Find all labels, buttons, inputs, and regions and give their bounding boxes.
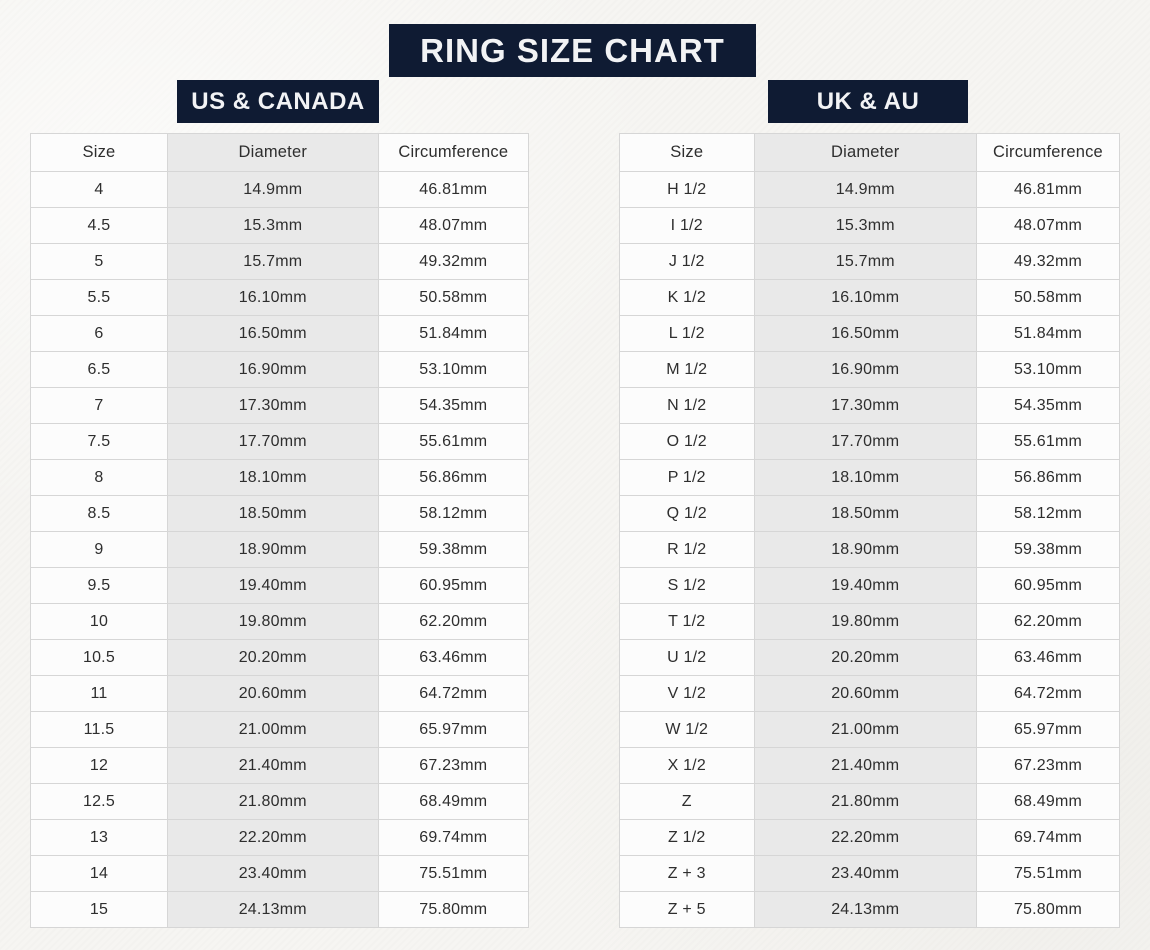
table-row (31, 676, 529, 712)
size-cell: Z (620, 784, 755, 820)
table-row (31, 316, 529, 352)
table-row (31, 244, 529, 280)
circumference-cell: 75.51mm (977, 856, 1120, 892)
table-row (620, 460, 1120, 496)
size-cell: 15 (31, 892, 168, 928)
circumference-cell: 50.58mm (977, 280, 1120, 316)
diameter-cell: 18.90mm (167, 532, 378, 568)
circumference-cell: 58.12mm (977, 496, 1120, 532)
size-cell: T 1/2 (620, 604, 755, 640)
size-cell: 9.5 (31, 568, 168, 604)
size-cell: 5.5 (31, 280, 168, 316)
circumference-cell: 54.35mm (977, 388, 1120, 424)
diameter-cell: 19.40mm (754, 568, 977, 604)
diameter-cell: 19.40mm (167, 568, 378, 604)
circumference-cell: 48.07mm (378, 208, 528, 244)
circumference-cell: 62.20mm (977, 604, 1120, 640)
size-cell: O 1/2 (620, 424, 755, 460)
size-cell: R 1/2 (620, 532, 755, 568)
size-cell: X 1/2 (620, 748, 755, 784)
diameter-cell: 17.30mm (167, 388, 378, 424)
us-canada-header-banner (177, 80, 379, 123)
circumference-cell: 51.84mm (977, 316, 1120, 352)
diameter-column-header: Diameter (754, 134, 977, 172)
size-cell: 6.5 (31, 352, 168, 388)
size-cell: N 1/2 (620, 388, 755, 424)
circumference-cell: 69.74mm (977, 820, 1120, 856)
size-cell: 6 (31, 316, 168, 352)
diameter-cell: 20.60mm (754, 676, 977, 712)
diameter-cell: 16.90mm (754, 352, 977, 388)
page-title-banner (389, 24, 756, 77)
diameter-cell: 17.30mm (754, 388, 977, 424)
diameter-cell: 15.7mm (167, 244, 378, 280)
circumference-cell: 69.74mm (378, 820, 528, 856)
table-row (31, 604, 529, 640)
diameter-cell: 18.10mm (167, 460, 378, 496)
diameter-cell: 21.80mm (167, 784, 378, 820)
table-row (31, 496, 529, 532)
diameter-cell: 14.9mm (167, 172, 378, 208)
diameter-cell: 23.40mm (754, 856, 977, 892)
diameter-cell: 16.50mm (754, 316, 977, 352)
circumference-cell: 55.61mm (977, 424, 1120, 460)
table-row (31, 532, 529, 568)
circumference-cell: 49.32mm (977, 244, 1120, 280)
table-row (620, 676, 1120, 712)
table-row (620, 532, 1120, 568)
diameter-cell: 21.40mm (167, 748, 378, 784)
circumference-cell: 64.72mm (977, 676, 1120, 712)
circumference-cell: 59.38mm (378, 532, 528, 568)
diameter-cell: 23.40mm (167, 856, 378, 892)
size-cell: Z + 3 (620, 856, 755, 892)
diameter-column-header: Diameter (167, 134, 378, 172)
circumference-cell: 75.80mm (977, 892, 1120, 928)
circumference-cell: 50.58mm (378, 280, 528, 316)
table-row (620, 244, 1120, 280)
size-cell: P 1/2 (620, 460, 755, 496)
circumference-cell: 46.81mm (378, 172, 528, 208)
uk-au-header-banner (768, 80, 968, 123)
size-cell: 11 (31, 676, 168, 712)
us-canada-header-label: US & CANADA (191, 87, 365, 115)
diameter-cell: 21.80mm (754, 784, 977, 820)
table-header-row (620, 134, 1120, 172)
diameter-cell: 21.40mm (754, 748, 977, 784)
table-row (620, 784, 1120, 820)
table-row (620, 352, 1120, 388)
table-row (620, 496, 1120, 532)
diameter-cell: 16.10mm (754, 280, 977, 316)
size-cell: 10 (31, 604, 168, 640)
circumference-cell: 62.20mm (378, 604, 528, 640)
size-cell: 8.5 (31, 496, 168, 532)
diameter-cell: 21.00mm (167, 712, 378, 748)
size-cell: Q 1/2 (620, 496, 755, 532)
table-row (620, 208, 1120, 244)
table-row (31, 712, 529, 748)
table-row (31, 748, 529, 784)
circumference-cell: 56.86mm (977, 460, 1120, 496)
circumference-cell: 63.46mm (378, 640, 528, 676)
diameter-cell: 19.80mm (754, 604, 977, 640)
circumference-cell: 65.97mm (977, 712, 1120, 748)
circumference-cell: 63.46mm (977, 640, 1120, 676)
table-row (31, 388, 529, 424)
size-column-header: Size (620, 134, 755, 172)
circumference-cell: 64.72mm (378, 676, 528, 712)
size-cell: H 1/2 (620, 172, 755, 208)
table-row (31, 784, 529, 820)
circumference-cell: 60.95mm (977, 568, 1120, 604)
circumference-cell: 49.32mm (378, 244, 528, 280)
table-row (620, 604, 1120, 640)
table-row (31, 820, 529, 856)
table-row (31, 352, 529, 388)
table-row (31, 640, 529, 676)
table-row (620, 856, 1120, 892)
size-cell: 7 (31, 388, 168, 424)
diameter-cell: 17.70mm (167, 424, 378, 460)
circumference-column-header: Circumference (977, 134, 1120, 172)
circumference-cell: 68.49mm (378, 784, 528, 820)
size-cell: 13 (31, 820, 168, 856)
table-row (620, 712, 1120, 748)
table-row (620, 748, 1120, 784)
table-row (620, 172, 1120, 208)
size-cell: 11.5 (31, 712, 168, 748)
circumference-cell: 75.51mm (378, 856, 528, 892)
table-row (31, 856, 529, 892)
diameter-cell: 14.9mm (754, 172, 977, 208)
size-cell: 7.5 (31, 424, 168, 460)
circumference-cell: 68.49mm (977, 784, 1120, 820)
table-row (620, 424, 1120, 460)
circumference-cell: 60.95mm (378, 568, 528, 604)
circumference-cell: 67.23mm (977, 748, 1120, 784)
us-canada-size-table (30, 133, 529, 928)
circumference-cell: 48.07mm (977, 208, 1120, 244)
size-cell: 12 (31, 748, 168, 784)
size-cell: 14 (31, 856, 168, 892)
size-cell: 8 (31, 460, 168, 496)
diameter-cell: 18.50mm (754, 496, 977, 532)
diameter-cell: 19.80mm (167, 604, 378, 640)
table-row (31, 568, 529, 604)
diameter-cell: 16.10mm (167, 280, 378, 316)
size-cell: 10.5 (31, 640, 168, 676)
diameter-cell: 20.20mm (167, 640, 378, 676)
diameter-cell: 16.90mm (167, 352, 378, 388)
circumference-cell: 46.81mm (977, 172, 1120, 208)
table-row (31, 424, 529, 460)
diameter-cell: 24.13mm (754, 892, 977, 928)
size-cell: K 1/2 (620, 280, 755, 316)
table-row (31, 280, 529, 316)
circumference-cell: 75.80mm (378, 892, 528, 928)
size-cell: 5 (31, 244, 168, 280)
table-row (620, 280, 1120, 316)
diameter-cell: 18.50mm (167, 496, 378, 532)
table-row (620, 388, 1120, 424)
diameter-cell: 20.20mm (754, 640, 977, 676)
circumference-cell: 56.86mm (378, 460, 528, 496)
table-row (31, 208, 529, 244)
circumference-cell: 59.38mm (977, 532, 1120, 568)
table-header-row (31, 134, 529, 172)
diameter-cell: 15.3mm (167, 208, 378, 244)
circumference-cell: 55.61mm (378, 424, 528, 460)
size-cell: J 1/2 (620, 244, 755, 280)
table-row (620, 568, 1120, 604)
circumference-cell: 65.97mm (378, 712, 528, 748)
circumference-column-header: Circumference (378, 134, 528, 172)
size-cell: 4 (31, 172, 168, 208)
diameter-cell: 15.7mm (754, 244, 977, 280)
size-cell: M 1/2 (620, 352, 755, 388)
circumference-cell: 54.35mm (378, 388, 528, 424)
diameter-cell: 18.90mm (754, 532, 977, 568)
table-row (31, 172, 529, 208)
size-cell: Z + 5 (620, 892, 755, 928)
size-cell: 12.5 (31, 784, 168, 820)
diameter-cell: 21.00mm (754, 712, 977, 748)
size-cell: W 1/2 (620, 712, 755, 748)
table-row (31, 460, 529, 496)
circumference-cell: 51.84mm (378, 316, 528, 352)
size-cell: L 1/2 (620, 316, 755, 352)
diameter-cell: 18.10mm (754, 460, 977, 496)
table-row (620, 640, 1120, 676)
diameter-cell: 22.20mm (167, 820, 378, 856)
diameter-cell: 24.13mm (167, 892, 378, 928)
page-title: RING SIZE CHART (420, 31, 725, 69)
diameter-cell: 16.50mm (167, 316, 378, 352)
circumference-cell: 58.12mm (378, 496, 528, 532)
diameter-cell: 15.3mm (754, 208, 977, 244)
diameter-cell: 22.20mm (754, 820, 977, 856)
size-cell: I 1/2 (620, 208, 755, 244)
circumference-cell: 67.23mm (378, 748, 528, 784)
circumference-cell: 53.10mm (378, 352, 528, 388)
size-column-header: Size (31, 134, 168, 172)
size-cell: S 1/2 (620, 568, 755, 604)
size-cell: 4.5 (31, 208, 168, 244)
diameter-cell: 20.60mm (167, 676, 378, 712)
uk-au-size-table (619, 133, 1120, 928)
size-cell: Z 1/2 (620, 820, 755, 856)
uk-au-header-label: UK & AU (816, 87, 920, 115)
table-row (620, 820, 1120, 856)
size-cell: U 1/2 (620, 640, 755, 676)
size-cell: V 1/2 (620, 676, 755, 712)
table-row (31, 892, 529, 928)
size-cell: 9 (31, 532, 168, 568)
circumference-cell: 53.10mm (977, 352, 1120, 388)
diameter-cell: 17.70mm (754, 424, 977, 460)
table-row (620, 316, 1120, 352)
table-row (620, 892, 1120, 928)
